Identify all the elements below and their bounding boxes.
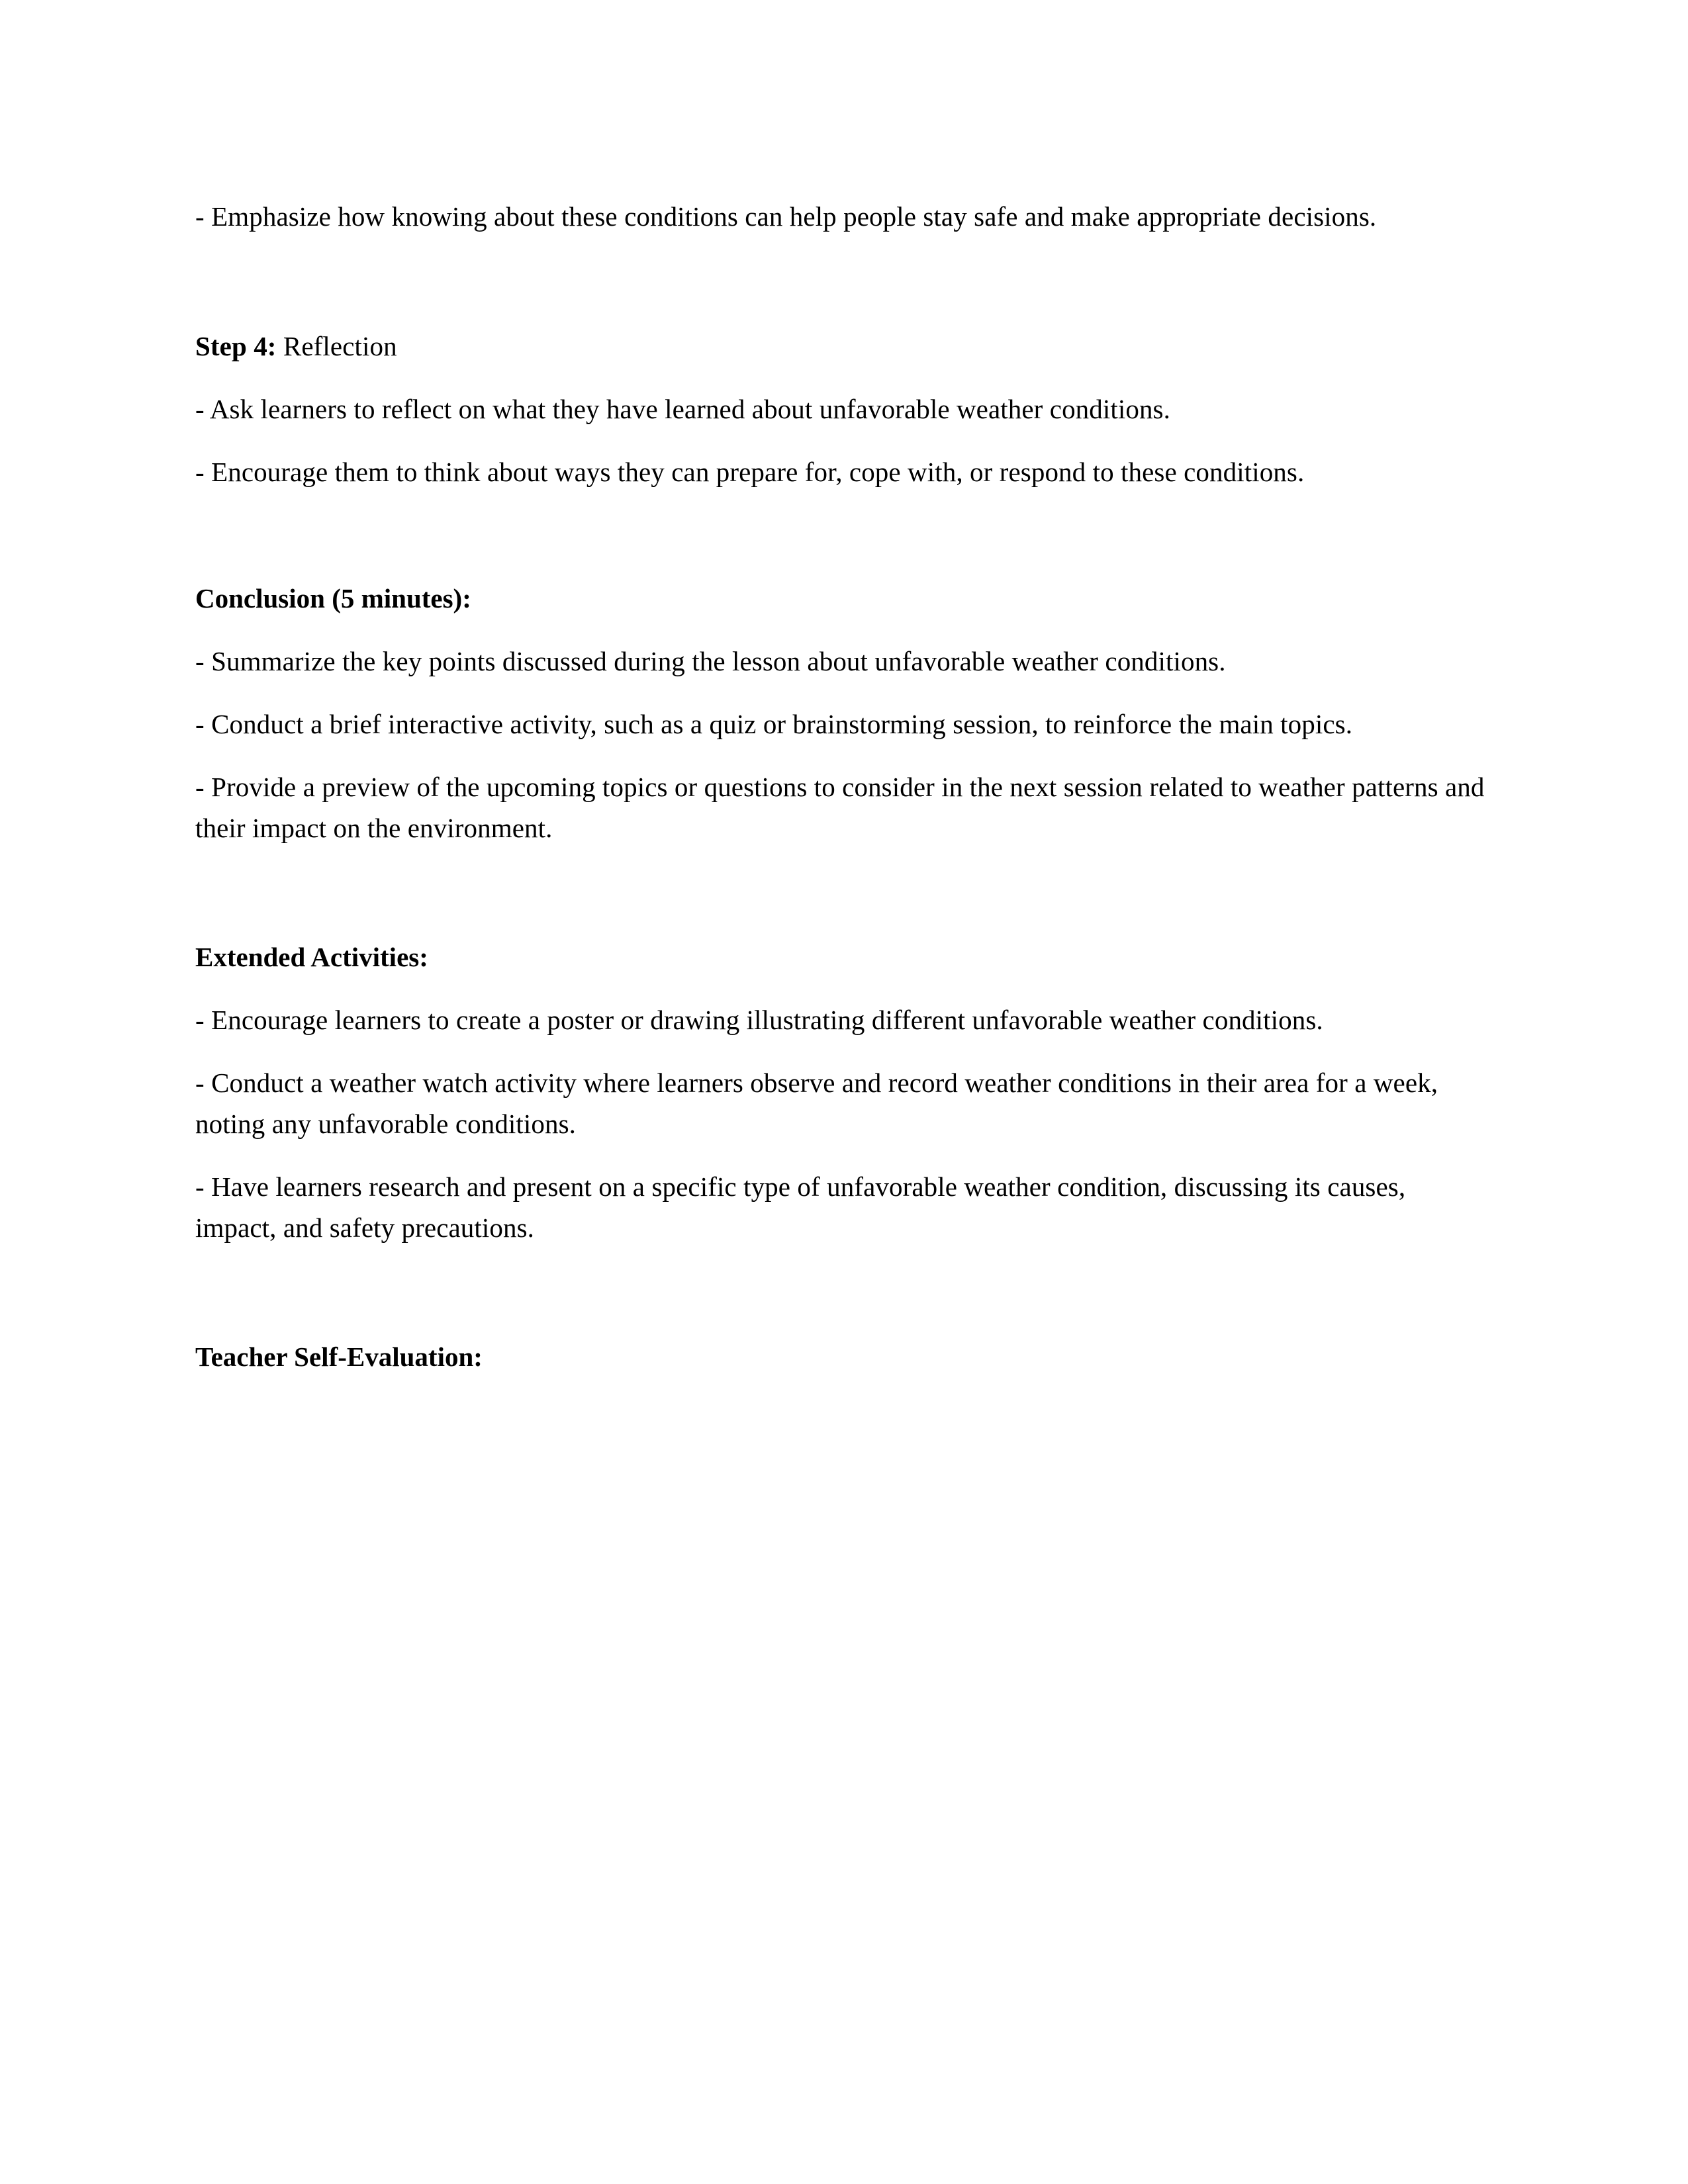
paragraph-conduct-interactive-activity: - Conduct a brief interactive activity, such as a quiz or brainstorming session, to reinforce the main topics. [195, 709, 1353, 739]
spacer-before-conclusion [195, 514, 1487, 578]
paragraph-weather-watch-activity: - Conduct a weather watch activity where learners observe and record weather conditions in their area for a week, noting any unfavorable conditions. [195, 1068, 1438, 1139]
heading-extended-activities: Extended Activities: [195, 942, 428, 972]
heading-step-4 [195, 326, 1487, 367]
spacer-before-teacher-self-evaluation [195, 1270, 1487, 1336]
paragraph-create-poster: - Encourage learners to create a poster or drawing illustrating different unfavorable weather conditions. [195, 1005, 1323, 1035]
spacer-before-step-4 [195, 259, 1487, 326]
paragraph-encourage-think-ways: - Encourage them to think about ways they can prepare for, cope with, or respond to these conditions. [195, 457, 1305, 487]
paragraph-research-and-present: - Have learners research and present on a specific type of unfavorable weather condition, discussing its causes, impact, and safety precautions. [195, 1171, 1406, 1243]
paragraph-summarize-key-points: - Summarize the key points discussed during the lesson about unfavorable weather conditions. [195, 646, 1226, 676]
step-4-label: Step 4: [195, 331, 277, 361]
step-4-title: Reflection [276, 331, 397, 361]
paragraph-provide-preview: - Provide a preview of the upcoming topics or questions to consider in the next session related to weather patterns and their impact on the environment. [195, 772, 1485, 843]
heading-conclusion: Conclusion (5 minutes): [195, 583, 471, 614]
spacer-before-extended-activities [195, 870, 1487, 936]
document-body [195, 196, 1487, 1399]
heading-teacher-self-evaluation: Teacher Self-Evaluation: [195, 1342, 483, 1372]
paragraph-ask-learners-reflect: - Ask learners to reflect on what they have learned about unfavorable weather conditions. [195, 394, 1170, 424]
paragraph-emphasize-conditions: - Emphasize how knowing about these conditions can help people stay safe and make appropriate decisions. [195, 201, 1377, 232]
